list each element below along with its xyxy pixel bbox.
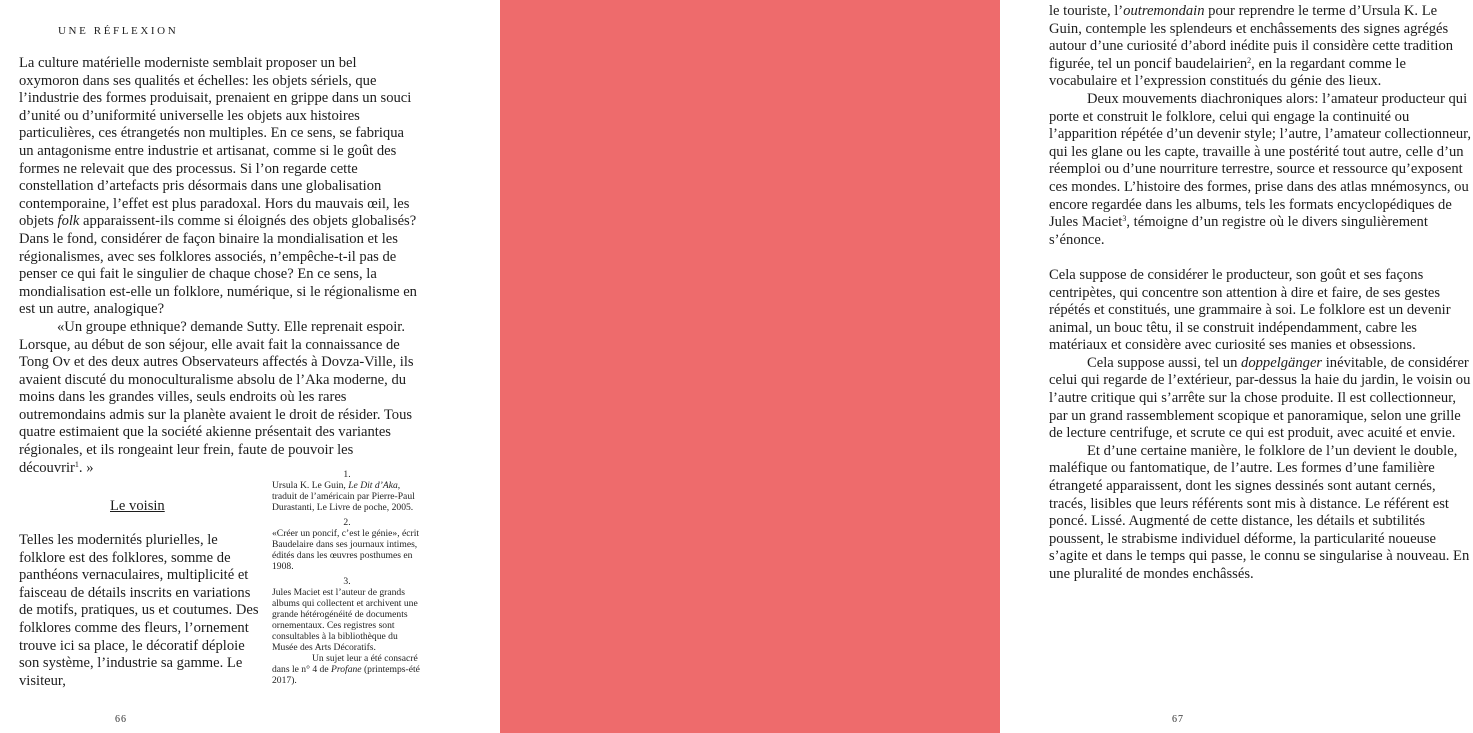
- text-run: «Un groupe ethnique? demande Sutty. Elle reprenait espoir. Lorsque, au début de son séjour, elle avait fait la connaissance de Tong Ov et des deux autres Observateurs affectés à Dovza-Ville, ils avaient discuté du monoculturalisme absolu de l’Aka moderne, du moins dans les grandes villes, seuls endroits où les rares outremondains admis sur la planète avaient le droit de résider. Tous quatre estimaient que la société akienne présentait des variantes régionales, et ils rongeaint leur frein, faute de pouvoir les découvrir: [19, 318, 414, 476]
- left-main-text: [19, 55, 419, 477]
- left-column-text: [19, 532, 259, 690]
- text-run: Deux mouvements diachroniques alors: l’amateur producteur qui porte et construit le folklore, celui qui engage la continuité ou l’apparition répétée d’un devenir style; l’autre, l’amateur collectionneur, qui les glane ou les capte, travaille à une postérité tout autre, celle d’un réemploi ou d’une nourriture terrestre, source et ressource qu’exposent ces mondes. L’histoire des formes, prise dans des atlas mnémosyncs, ou encore regardée dans les albums, tels les formats encyclopédiques de Jules Maciet: [1049, 90, 1472, 231]
- text-run: inévitable, de considérer celui qui regarde de l’extérieur, par-dessus la haie du jardin, le voisin ou l’autre critique qui s’arrête sur la chose produite. Il est collectionneur, par un grand rassemblement scopique et panoramique, selon une grille de lecture centrifuge, et scrute ce qui est produit, avec acuité et envie.: [1049, 354, 1471, 442]
- running-head: UNE RÉFLEXION: [58, 25, 179, 37]
- footnote-number: 3.: [343, 576, 351, 587]
- note-ref: 3: [1122, 214, 1127, 224]
- text-run: Et d’une certaine manière, le folklore de l’un devient le double, maléfique ou fantomatique, de l’autre. Les formes d’une familière étrangeté apparaissent, dont les signes dessinés sont autant cernés, tracés, lisibles que leurs référents sont mis à distance. Le référent est poncé. Lissé. Augmenté de cette distance, les détails et subtilités poussent, le strabisme individuel déforme, la particularité noueuse s’agite et dans le temps qui passe, le connu se singularise à nouveau. En une pluralité de mondes enchâssés.: [1049, 442, 1470, 582]
- text-run: (printemps-été 2017).: [272, 664, 420, 686]
- text-run: . »: [78, 459, 94, 476]
- text-run: apparaissent-ils comme si éloignés des objets globalisés? Dans le fond, considérer de façon binaire la mondialisation et les régionalismes, avec ses folklores associés, n’empêche-t-il pas de penser ce qui fait le singulier de chaque chose? En ce sens, la mondialisation est-elle un folklore, numérique, si le régionalisme en est un autre, analogique?: [19, 213, 417, 318]
- italic-run: Profane: [331, 664, 362, 675]
- italic-run: outremondain: [1123, 3, 1205, 19]
- paragraph: [19, 55, 419, 319]
- paragraph: [1049, 355, 1473, 443]
- italic-run: folk: [57, 213, 80, 230]
- footnote-text: [272, 587, 422, 653]
- italic-run: doppelgänger: [1241, 354, 1323, 371]
- section-heading: Le voisin: [110, 498, 165, 514]
- footnote-number: 1.: [343, 469, 351, 480]
- footnote: [272, 517, 422, 572]
- paragraph: [1049, 267, 1473, 355]
- footnotes: [272, 469, 422, 690]
- left-column-paragraph: Telles les modernités plurielles, le folklore est des folklores, somme de panthéons vernaculaires, multiplicité et faisceau de détails inscrits en variations de motifs, pratiques, us et coutumes. Des folklores comme des fleurs, l’ornement trouve ici sa place, le décoratif déploie son système, l’industrie sa gamme. Le visiteur,: [19, 532, 259, 689]
- italic-run: Le Dit d’Aka: [348, 480, 398, 491]
- text-run: Ursula K. Le Guin,: [272, 480, 349, 491]
- text-run: Cela suppose de considérer le producteur, son goût et ses façons centripètes, qui concentre son attention à dire et faire, de ses gestes répétés et constitués, une grammaire à soi. Le folklore est un devenir animal, un bouc têtu, il se construit indépendamment, cabre les matériaux et considère avec curiosité ses manies et obsessions.: [1049, 266, 1451, 354]
- footnote: [272, 576, 422, 686]
- folio-right: 67: [1172, 714, 1184, 725]
- text-run: le touriste, l’: [1049, 3, 1124, 19]
- paragraph: [1049, 443, 1473, 584]
- paragraph: [1049, 3, 1473, 91]
- note-ref: 1: [74, 459, 79, 469]
- note-ref: 2: [1247, 55, 1252, 65]
- footnote-number: 2.: [343, 517, 351, 528]
- text-run: pour reprendre le terme d’Ursula K. Le Guin, contemple les splendeurs et enchâssements des signes agrégés autour d’une curiosité d’abord inédite puis il considère cette tradition figurée, tel un poncif baudelairien: [1049, 3, 1454, 72]
- paragraph: [1049, 91, 1473, 249]
- text-run: , traduit de l’américain par Pierre-Paul Durastanti, Le Livre de poche, 2005.: [272, 480, 415, 513]
- right-page: [500, 0, 1472, 733]
- text-run: Cela suppose aussi, tel un: [1087, 354, 1242, 371]
- left-page: [0, 0, 500, 733]
- footnote-text: [272, 528, 422, 572]
- folio-left: 66: [115, 714, 127, 725]
- text-run: , en la regardant comme le vocabulaire et l’expression constitués du génie des lieux.: [1049, 55, 1406, 90]
- text-run: «Créer un poncif, c’est le génie», écrit Baudelaire dans ses journaux intimes, édités dans les œuvres posthumes en 1908.: [272, 528, 420, 572]
- text-run: La culture matérielle moderniste semblait proposer un bel oxymoron dans ses qualités et échelles: les objets sériels, que l’industrie des formes produisait, prenaient en grippe dans un souci d’unité ou d’uniformité universelle les objets aux histoires particulières, ces étrangetés non multiples. En ce sens, se fabriqua un antagonisme entre industrie et artisanat, comme si le goût des formes ne relevait que des processus. Si l’on regarde cette constellation d’artefacts pris désormais dans une globalisation contemporaine, l’effet est plus paradoxal. Hors du mauvais œil, les objets: [19, 55, 412, 230]
- text-run: Un sujet leur a été consacré dans le n° 4 de: [272, 653, 418, 675]
- footnote-text: [272, 653, 422, 686]
- paragraph: [19, 319, 419, 477]
- footnote-text: [272, 480, 422, 513]
- right-main-text: [1049, 3, 1473, 584]
- footnote: [272, 469, 422, 513]
- text-run: Jules Maciet est l’auteur de grands albums qui collectent et archivent une grande hétérogénéité de documents ornementaux. Ces registres sont consultables à la bibliothèque du Musée des Arts Décoratifs.: [272, 587, 418, 653]
- text-run: , témoigne d’un registre où le divers singulièrement s’énonce.: [1049, 214, 1428, 248]
